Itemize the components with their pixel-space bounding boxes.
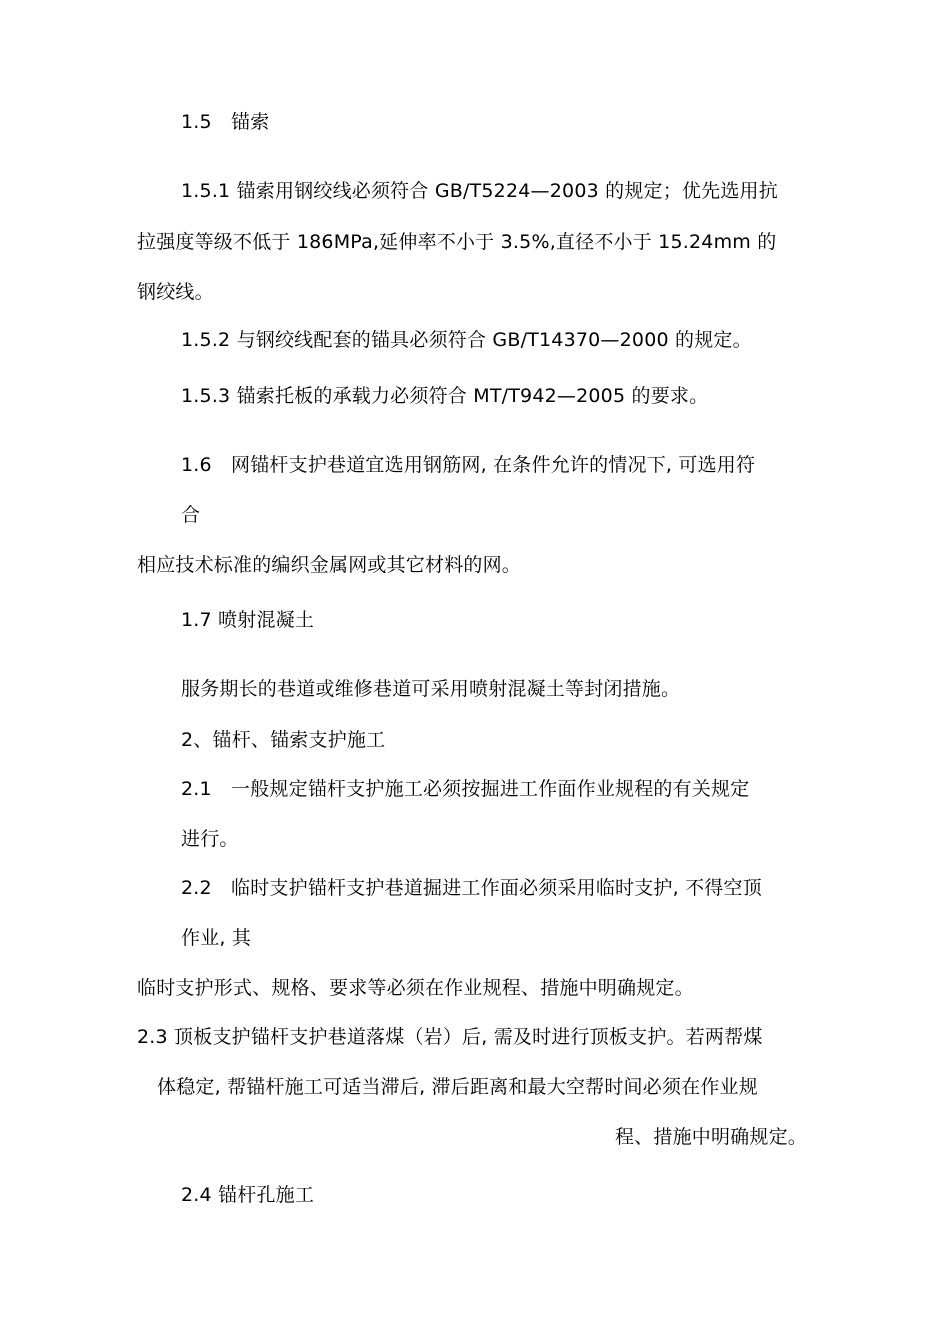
paragraph-1-5-3: 1.5.3 锚索托板的承载力必须符合 MT/T942—2005 的要求。 xyxy=(181,385,709,407)
paragraph-2-3-line-2: 体稳定, 帮锚杆施工可适当滞后, 滞后距离和最大空帮时间必须在作业规 xyxy=(157,1076,758,1098)
heading-1-5: 1.5 锚索 xyxy=(181,111,270,133)
heading-2: 2、锚杆、锚索支护施工 xyxy=(181,729,386,751)
heading-2-4: 2.4 锚杆孔施工 xyxy=(181,1184,315,1206)
paragraph-1-6-line-2: 合 xyxy=(181,504,201,526)
paragraph-1-6-line-3: 相应技术标准的编织金属网或其它材料的网。 xyxy=(137,554,522,576)
paragraph-2-2-line-1: 2.2 临时支护锚杆支护巷道掘进工作面必须采用临时支护, 不得空顶 xyxy=(181,877,762,899)
paragraph-1-5-2: 1.5.2 与钢绞线配套的锚具必须符合 GB/T14370—2000 的规定。 xyxy=(181,329,752,351)
paragraph-1-5-1-line-2: 拉强度等级不低于 186MPa,延伸率不小于 3.5%,直径不小于 15.24mm 的 xyxy=(137,231,777,253)
paragraph-2-1-line-2: 进行。 xyxy=(181,828,239,850)
heading-1-7: 1.7 喷射混凝土 xyxy=(181,609,315,631)
paragraph-2-2-line-3: 临时支护形式、规格、要求等必须在作业规程、措施中明确规定。 xyxy=(137,977,694,999)
paragraph-2-3-line-1: 2.3 顶板支护锚杆支护巷道落煤（岩）后, 需及时进行顶板支护。若两帮煤 xyxy=(137,1026,763,1048)
paragraph-2-3-line-3: 程、措施中明确规定。 xyxy=(614,1126,807,1148)
paragraph-2-1-line-1: 2.1 一般规定锚杆支护施工必须按掘进工作面作业规程的有关规定 xyxy=(181,778,750,800)
paragraph-1-6-line-1: 1.6 网锚杆支护巷道宜选用钢筋网, 在条件允许的情况下, 可选用符 xyxy=(181,454,756,476)
paragraph-1-5-1-line-1: 1.5.1 锚索用钢绞线必须符合 GB/T5224—2003 的规定；优先选用抗 xyxy=(181,180,778,202)
paragraph-2-2-line-2: 作业, 其 xyxy=(181,927,252,949)
paragraph-1-5-1-line-3: 钢绞线。 xyxy=(137,281,214,303)
paragraph-1-7: 服务期长的巷道或维修巷道可采用喷射混凝土等封闭措施。 xyxy=(181,678,681,700)
